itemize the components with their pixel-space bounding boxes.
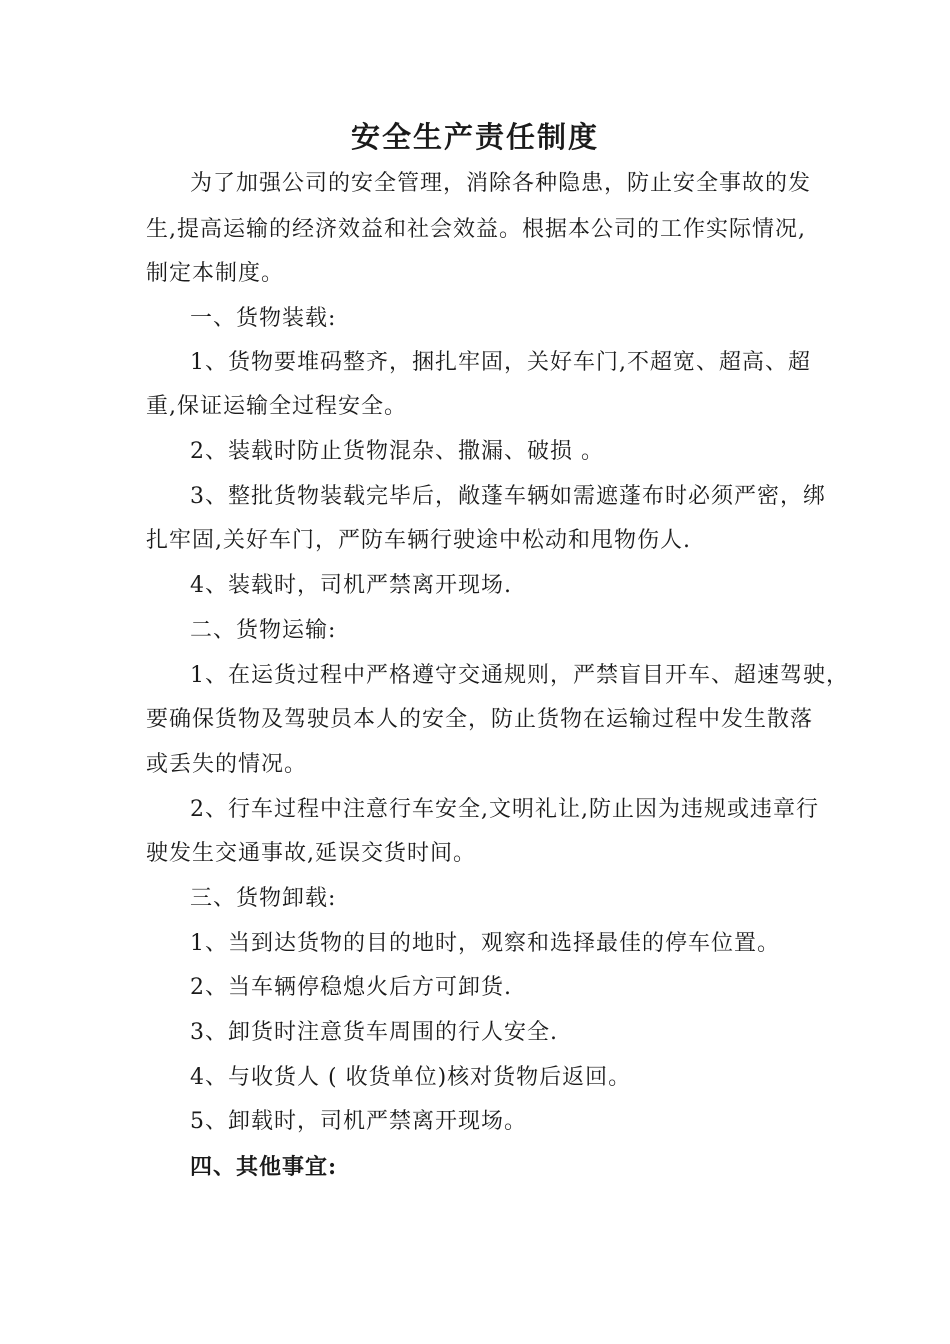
- section-heading-transport: 二、货物运输:: [190, 618, 337, 643]
- loading-item-3-line-2: 扎牢固,关好车门，严防车辆行驶途中松动和甩物伤人.: [146, 528, 691, 553]
- section-heading-unloading: 三、货物卸载:: [190, 886, 337, 911]
- loading-item-3-line-1: 3、整批货物装载完毕后，敞蓬车辆如需遮蓬布时必须严密，绑: [190, 484, 826, 509]
- unloading-item-3: 3、卸货时注意货车周围的行人安全.: [190, 1020, 558, 1045]
- loading-item-1-line-1: 1、货物要堆码整齐，捆扎牢固，关好车门,不超宽、超高、超: [190, 350, 811, 375]
- unloading-item-5: 5、卸载时，司机严禁离开现场。: [190, 1109, 527, 1134]
- loading-item-4: 4、装载时，司机严禁离开现场.: [190, 573, 512, 598]
- loading-item-2: 2、装载时防止货物混杂、撒漏、破损 。: [190, 439, 604, 464]
- unloading-item-4: 4、与收货人 ( 收货单位)核对货物后返回。: [190, 1065, 632, 1090]
- section-heading-loading: 一、货物装载:: [190, 306, 337, 331]
- transport-item-2-line-2: 驶发生交通事故,延误交货时间。: [146, 841, 476, 866]
- transport-item-1-line-1: 1、在运货过程中严格遵守交通规则，严禁盲目开车、超速驾驶，: [190, 663, 849, 688]
- section-heading-other: 四、其他事宜:: [190, 1154, 338, 1180]
- transport-item-1-line-2: 要确保货物及驾驶员本人的安全，防止货物在运输过程中发生散落: [146, 707, 814, 732]
- unloading-item-2: 2、当车辆停稳熄火后方可卸货.: [190, 975, 512, 1000]
- intro-line-1: 为了加强公司的安全管理，消除各种隐患，防止安全事故的发: [190, 171, 812, 196]
- transport-item-2-line-1: 2、行车过程中注意行车安全,文明礼让,防止因为违规或违章行: [190, 797, 819, 822]
- intro-line-2: 生,提高运输的经济效益和社会效益。根据本公司的工作实际情况,: [146, 217, 806, 242]
- unloading-item-1: 1、当到达货物的目的地时，观察和选择最佳的停车位置。: [190, 931, 780, 956]
- document-title: 安全生产责任制度: [350, 120, 599, 154]
- loading-item-1-line-2: 重,保证运输全过程安全。: [146, 394, 407, 419]
- intro-line-3: 制定本制度。: [146, 261, 285, 286]
- transport-item-1-line-3: 或丢失的情况。: [146, 752, 308, 777]
